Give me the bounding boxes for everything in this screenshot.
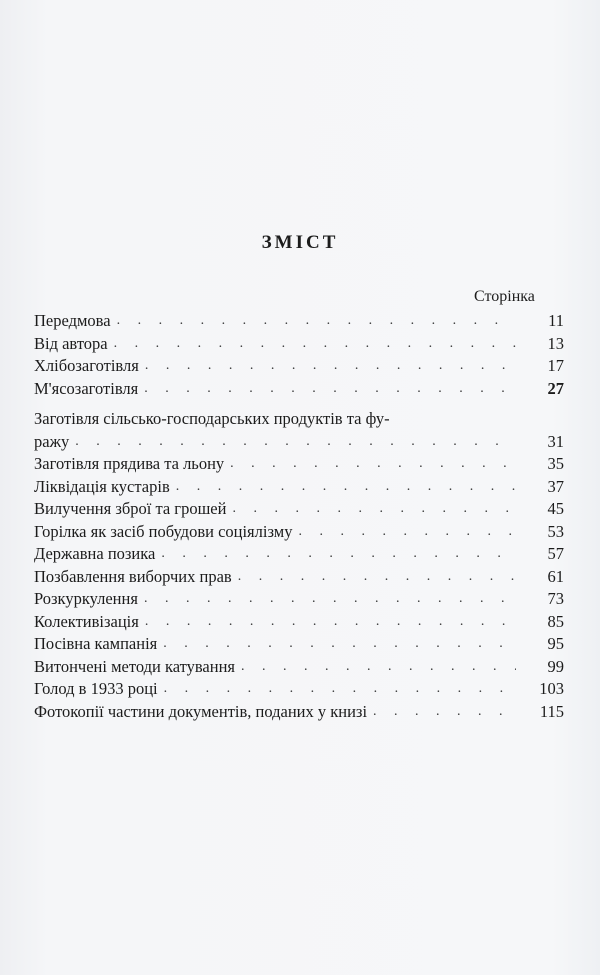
dot-leader [145,355,516,378]
toc-entry-page: 95 [547,634,564,653]
toc-entry [34,588,564,611]
dot-leader [164,678,516,701]
toc-entry-page: 73 [547,589,564,608]
dot-leader [117,310,516,333]
dot-leader [241,656,516,679]
toc-entry [34,611,564,634]
toc-entry-title: Хлібозаготівля [34,356,139,375]
toc-entry-title-continued: ражу [34,431,70,451]
toc-entry-page: 115 [539,701,564,721]
toc-entry-page: 85 [547,611,564,631]
toc-entry-title: Колективізація [34,611,139,631]
toc-entry-page: 27 [547,378,564,398]
toc-entry [34,408,564,453]
toc-entry [34,333,564,356]
dot-leader [75,431,516,454]
toc-entry [34,476,564,499]
toc-entry [34,656,564,679]
toc-entry-page: 45 [547,499,564,518]
dot-leader [298,521,516,544]
toc-entry [34,678,564,701]
toc-entry-title: Посівна кампанія [34,634,158,653]
toc-entry [34,566,564,589]
toc-entry-title: Заготівля сільсько-господарських продуктів та фу- [34,409,390,428]
toc-entry-page: 31 [547,431,564,451]
toc-entry-page: 57 [547,544,564,563]
toc-entry-title: Горілка як засіб побудови соціялізму [34,521,293,541]
toc-entry-page: 37 [547,476,564,496]
dot-leader [230,453,516,476]
page-title: ЗМІСТ [261,232,339,253]
toc-entry-title: Від автора [34,333,108,353]
dot-leader [161,543,516,566]
toc-entry-page: 13 [547,333,564,353]
toc-entry-page: 35 [547,454,564,473]
toc-entry-title: Витончені методи катування [34,656,236,676]
dot-leader [232,498,516,521]
toc-entry-title: Голод в 1933 році [34,679,158,698]
dot-leader [238,566,516,589]
toc-entry [34,701,564,724]
toc-entry-title: Передмова [34,311,111,330]
toc-entry-page: 53 [547,521,564,541]
toc-entry-title: Заготівля прядива та льону [34,454,225,473]
toc-entry-title: Ліквідація кустарів [34,476,170,496]
toc-entry [34,355,564,378]
toc-entry [34,498,564,521]
dot-leader [145,611,516,634]
toc-entry-title: Розкуркулення [34,589,138,608]
toc-entry [34,543,564,566]
dot-leader [144,378,516,401]
dot-leader [144,588,516,611]
toc-entry-page: 103 [539,679,564,698]
dot-leader [163,633,516,656]
toc-entry [34,378,564,401]
toc-entry [34,633,564,656]
toc-entry-page: 61 [547,566,564,586]
toc-entry-page: 99 [547,656,564,676]
dot-leader [114,333,516,356]
toc-entry [34,453,564,476]
page-column-header: Сторінка [474,288,535,305]
toc-entry [34,521,564,544]
toc-entry-title: Фотокопії частини документів, поданих у книзі [34,701,368,721]
toc-entry-title: М'ясозаготівля [34,378,139,398]
toc-entry-title: Вилучення зброї та грошей [34,499,227,518]
dot-leader [373,701,516,724]
toc-entry-title: Державна позика [34,544,156,563]
toc-entry-title: Позбавлення виборчих прав [34,566,232,586]
toc-entry-page: 11 [548,311,564,330]
table-of-contents [34,310,564,723]
toc-entry [34,310,564,333]
toc-entry-page: 17 [547,356,564,375]
dot-leader [176,476,516,499]
